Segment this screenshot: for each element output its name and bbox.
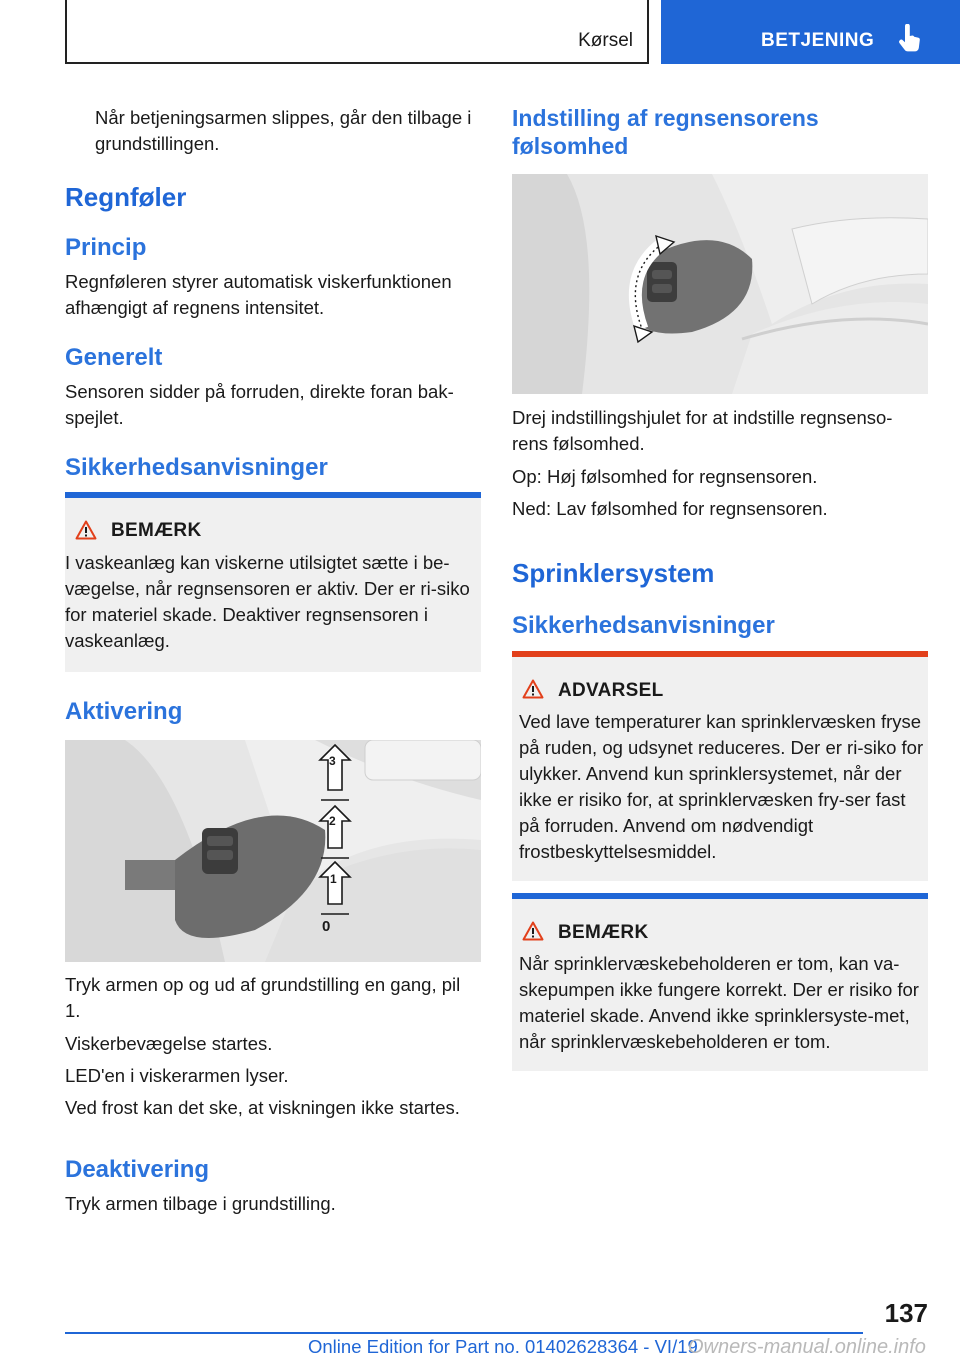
warning-text: Ved lave temperaturer kan sprinklervæsken fryse på ruden, og udsynet reduceres. Der er ri-siko for ulykker. Anvend kun sprinklersystemet, når der ikke er risiko for, at sprinklervæsken fry-ser fast på forruden. Anvend om nødvendigt frostbeskyttelsesmiddel. — [519, 711, 924, 862]
note-box — [65, 492, 481, 672]
princip-paragraph: Regnføleren styrer automatisk viskerfunktionen afhængigt af regnens intensitet. — [65, 271, 452, 318]
note-title-right: BEMÆRK — [558, 922, 649, 943]
heading-regnfoler: Regnføler — [65, 182, 187, 212]
watermark: Owners-manual.online.info — [688, 1336, 926, 1358]
note-text: I vaskeanlæg kan viskerne utilsigtet sætte i be-vægelse, når regnsensoren er aktiv. Der er ri-siko for materiel skade. Deaktiver regnsensoren i vaskeanlæg. — [65, 552, 470, 651]
header-chapter-tab — [661, 0, 960, 64]
heading-sikkerhedsanvisninger: Sikkerhedsanvisninger — [65, 454, 328, 481]
indstilling-paragraph-2: Op: Høj følsomhed for regnsensoren. — [512, 466, 818, 487]
warning-bar — [512, 651, 928, 657]
footer-divider — [65, 1332, 863, 1334]
sensitivity-wheel-image — [512, 174, 928, 394]
note-text-right: Når sprinklervæskebeholderen er tom, kan va-skepumpen ikke fungere korrekt. Der er risiko for materiel skade. Anvend ikke sprinklersyste-met, når sprinklervæskebeholderen er tom. — [519, 953, 919, 1052]
footer-edition: Online Edition for Part no. 01402628364 - VI/19 — [308, 1336, 698, 1357]
indstilling-paragraph-3: Ned: Lav følsomhed for regnsensoren. — [512, 498, 828, 519]
note-bar-right — [512, 893, 928, 899]
deaktivering-paragraph: Tryk armen tilbage i grundstilling. — [65, 1193, 336, 1214]
pointing-hand-icon — [897, 24, 923, 54]
heading-indstilling: Indstilling af regnsensorens følsomhed — [512, 105, 819, 159]
aktivering-step-4: Ved frost kan det ske, at viskningen ikke startes. — [65, 1097, 460, 1118]
stalk-arrows-icon — [315, 740, 355, 962]
heading-sprinklersystem: Sprinklersystem — [512, 558, 715, 588]
heading-sikkerhedsanvisninger-right: Sikkerhedsanvisninger — [512, 612, 775, 639]
warning-triangle-icon — [522, 921, 544, 941]
stalk-label-0: 0 — [322, 918, 331, 935]
intro-paragraph: Når betjeningsarmen slippes, går den tilbage i grundstillingen. — [95, 107, 472, 154]
heading-deaktivering: Deaktivering — [65, 1156, 210, 1183]
page-number: 137 — [884, 1298, 928, 1328]
wiper-stalk-image — [65, 740, 481, 962]
aktivering-step-2: Viskerbevægelse startes. — [65, 1033, 273, 1054]
note-title: BEMÆRK — [111, 520, 202, 541]
note-bar — [65, 492, 481, 498]
generelt-paragraph: Sensoren sidder på forruden, direkte foran bak-spejlet. — [65, 381, 454, 428]
header-section-tab — [65, 0, 649, 64]
note-box-right — [512, 893, 928, 1071]
aktivering-step-1: Tryk armen op og ud af grundstilling en gang, pil 1. — [65, 974, 461, 1021]
stalk-label-2: 2 — [329, 814, 336, 828]
warning-triangle-icon — [75, 520, 97, 540]
header-chapter-title: BETJENING — [761, 30, 875, 51]
indstilling-paragraph-1: Drej indstillingshjulet for at indstille regnsenso-rens følsomhed. — [512, 407, 893, 454]
warning-title: ADVARSEL — [558, 680, 664, 701]
warning-triangle-icon — [522, 679, 544, 699]
stalk-label-1: 1 — [330, 872, 337, 886]
stalk-label-3: 3 — [329, 754, 336, 768]
aktivering-step-3: LED'en i viskerarmen lyser. — [65, 1065, 289, 1086]
heading-aktivering: Aktivering — [65, 698, 183, 725]
heading-princip: Princip — [65, 234, 147, 261]
heading-generelt: Generelt — [65, 344, 163, 371]
warning-box — [512, 651, 928, 881]
stalk-position-scale — [315, 740, 355, 962]
header-section-title: Kørsel — [578, 30, 633, 51]
